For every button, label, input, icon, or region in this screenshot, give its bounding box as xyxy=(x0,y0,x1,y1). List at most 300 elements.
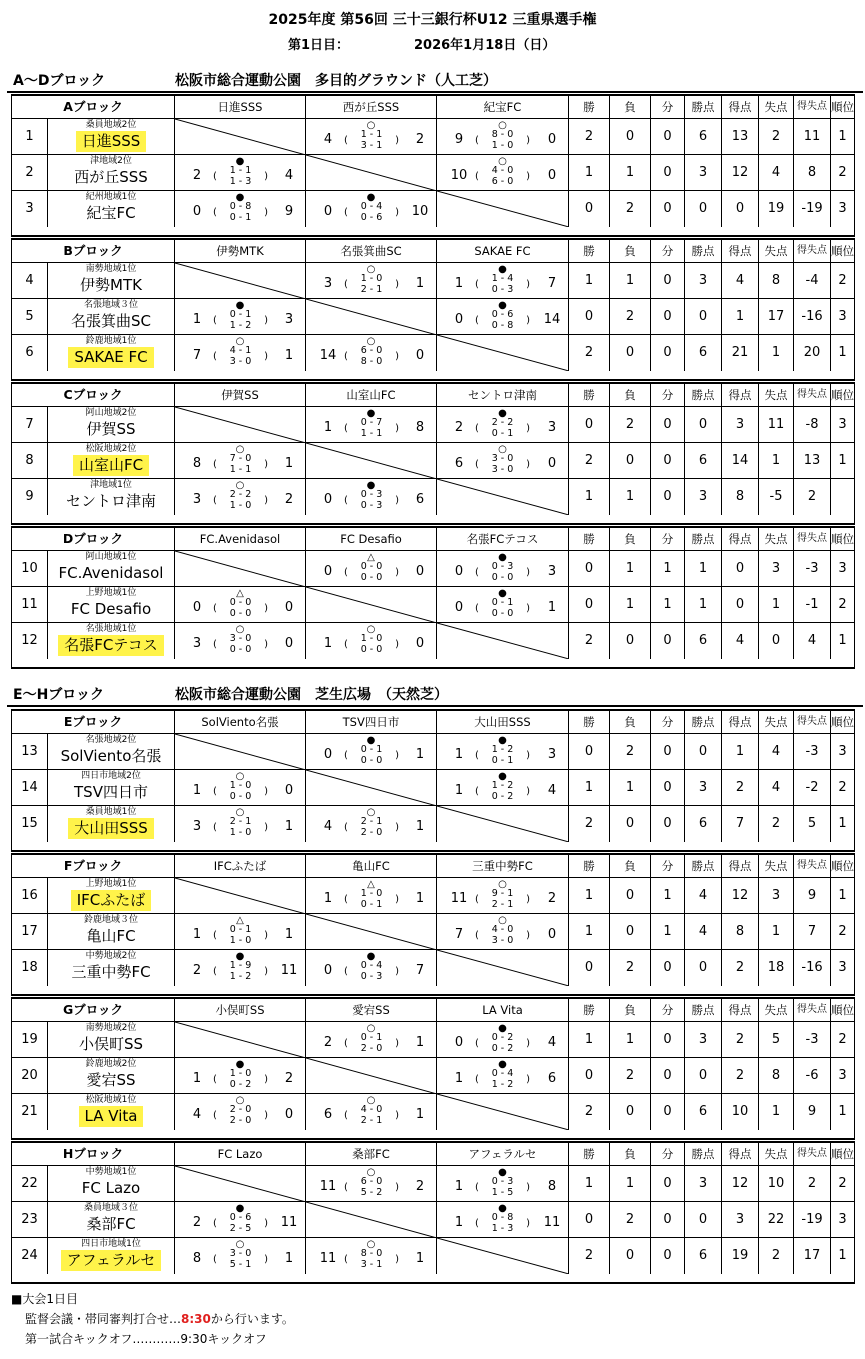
opponent-column-header: SolViento名張 xyxy=(174,711,305,733)
team-qualification: 鈴鹿地域2位 xyxy=(85,1059,137,1069)
stat-value: 2 xyxy=(758,806,793,842)
match-result-cell xyxy=(305,407,436,442)
stat-value: 2 xyxy=(758,119,793,154)
match-result-cell xyxy=(436,335,568,371)
team-name: FC Desafio xyxy=(70,600,152,618)
second-half-score: 0 - 3 xyxy=(360,971,383,982)
second-half-score: 2 - 0 xyxy=(360,827,383,838)
stat-value: 19 xyxy=(758,191,793,227)
goals-against: 7 xyxy=(415,963,425,978)
team-cell xyxy=(47,155,174,190)
first-half-score: 2 - 1 xyxy=(229,816,252,827)
first-half-score: 0 - 4 xyxy=(360,201,383,212)
half-scores: ( 8 - 0 3 - 1 ) xyxy=(344,1248,399,1270)
self-match-diagonal xyxy=(306,587,437,623)
block-table xyxy=(11,853,855,996)
goals-for: 1 xyxy=(454,1215,464,1230)
stat-value: 0 xyxy=(684,191,721,227)
self-match-diagonal xyxy=(306,770,437,806)
team-qualification: 名張地域３位 xyxy=(83,300,138,310)
second-half-score: 2 - 0 xyxy=(229,1115,252,1126)
result-mark: △ xyxy=(236,588,244,599)
match-result-cell xyxy=(305,878,436,913)
goals-against: 2 xyxy=(415,132,425,147)
block-table xyxy=(11,526,855,669)
match-result-cell xyxy=(305,155,436,190)
stat-value: 2 xyxy=(793,1166,830,1201)
self-match-diagonal xyxy=(175,263,306,299)
second-half-score: 2 - 0 xyxy=(360,1043,383,1054)
self-match-diagonal xyxy=(175,1022,306,1058)
team-cell xyxy=(47,299,174,334)
match-result-cell xyxy=(305,587,436,622)
stat-value: 1 xyxy=(650,914,684,949)
result-mark: ○ xyxy=(366,1239,376,1250)
goals-for: 8 xyxy=(192,1251,202,1266)
goals-against: 6 xyxy=(415,492,425,507)
match-result-cell xyxy=(305,623,436,659)
first-half-score: 0 - 4 xyxy=(360,960,383,971)
team-qualification: 鈴鹿地域1位 xyxy=(85,336,137,346)
first-half-score: 4 - 0 xyxy=(360,1104,383,1115)
match-result-cell xyxy=(174,299,305,334)
first-half-score: 7 - 0 xyxy=(229,453,252,464)
match-result-cell xyxy=(436,914,568,949)
result-mark: ● xyxy=(498,1167,507,1178)
goals-for: 3 xyxy=(192,492,202,507)
half-scores: ( 0 - 1 0 - 0 ) xyxy=(344,744,399,766)
match-result-cell xyxy=(436,191,568,227)
stat-value: 0 xyxy=(650,191,684,227)
stat-value: 3 xyxy=(758,551,793,586)
second-half-score: 5 - 2 xyxy=(360,1187,383,1198)
match-result-cell xyxy=(174,551,305,586)
team-name: 西が丘SSS xyxy=(74,168,148,186)
result-mark: ● xyxy=(235,1203,245,1214)
stat-value: 2 xyxy=(721,1058,758,1093)
goals-for: 0 xyxy=(454,564,464,579)
goals-against: 1 xyxy=(415,891,425,906)
team-number: 6 xyxy=(25,345,34,360)
goals-against: 4 xyxy=(284,168,294,183)
stat-value: -16 xyxy=(793,950,830,986)
result-mark: ○ xyxy=(366,120,376,131)
team-qualification: 四日市地域2位 xyxy=(81,771,141,781)
stat-value: 1 xyxy=(568,155,609,190)
goals-for: 0 xyxy=(323,204,333,219)
team-cell xyxy=(47,914,174,949)
goals-for: 1 xyxy=(323,420,333,435)
half-scores: ( 2 - 2 0 - 1 ) xyxy=(475,417,530,439)
first-half-score: 4 - 1 xyxy=(229,345,252,356)
second-half-score: 0 - 1 xyxy=(491,428,514,439)
result-mark: ○ xyxy=(235,771,245,782)
stat-header: 順位 xyxy=(830,240,854,262)
date-value: 2026年1月18日（日） xyxy=(414,38,556,53)
first-half-score: 8 - 0 xyxy=(360,1248,383,1259)
goals-against: 4 xyxy=(547,1035,557,1050)
half-scores: ( 0 - 6 0 - 8 ) xyxy=(475,309,530,331)
match-result-cell xyxy=(174,914,305,949)
team-row xyxy=(12,443,854,479)
result-mark: ○ xyxy=(235,624,245,635)
team-cell xyxy=(47,443,174,478)
team-number: 21 xyxy=(21,1104,38,1119)
stat-value: 0 xyxy=(650,479,684,515)
stat-value: 0 xyxy=(650,734,684,769)
team-name: FC.Avenidasol xyxy=(58,564,164,582)
team-qualification: 津地域1位 xyxy=(90,480,132,490)
stat-header: 分 xyxy=(650,711,684,733)
team-row xyxy=(12,155,854,191)
stat-value: 2 xyxy=(568,335,609,371)
stat-value: 2 xyxy=(721,770,758,805)
goals-for: 4 xyxy=(192,1107,202,1122)
match-result-cell xyxy=(436,734,568,769)
first-half-score: 2 - 0 xyxy=(229,1104,252,1115)
second-half-score: 0 - 0 xyxy=(491,572,514,583)
block-name: Gブロック xyxy=(62,1002,123,1017)
half-scores: ( 4 - 0 2 - 1 ) xyxy=(344,1104,399,1126)
goals-against: 3 xyxy=(547,420,557,435)
stat-header: 負 xyxy=(609,528,650,550)
goals-against: 6 xyxy=(547,1071,557,1086)
first-half-score: 6 - 0 xyxy=(360,1176,383,1187)
first-half-score: 0 - 0 xyxy=(229,597,252,608)
second-half-score: 1 - 5 xyxy=(491,1187,514,1198)
stat-value: 0 xyxy=(609,1238,650,1274)
match-result-cell xyxy=(305,119,436,154)
team-row xyxy=(12,1202,854,1238)
team-number: 23 xyxy=(21,1212,38,1227)
team-name: 亀山FC xyxy=(86,927,136,945)
goals-against: 11 xyxy=(280,1215,298,1230)
second-half-score: 2 - 1 xyxy=(491,899,514,910)
half-scores: ( 0 - 1 2 - 0 ) xyxy=(344,1032,399,1054)
opponent-column-header: 山室山FC xyxy=(305,384,436,406)
second-half-score: 0 - 0 xyxy=(491,608,514,619)
stat-value: 3 xyxy=(830,299,854,334)
team-cell xyxy=(47,1166,174,1201)
opponent-column-header: 西が丘SSS xyxy=(305,96,436,118)
stat-value: 2 xyxy=(830,587,854,622)
stat-header: 得点 xyxy=(721,855,758,877)
result-mark: ● xyxy=(498,1059,507,1070)
team-row xyxy=(12,914,854,950)
team-number: 3 xyxy=(25,201,34,216)
stat-value: 6 xyxy=(684,623,721,659)
match-result-cell xyxy=(436,479,568,515)
stat-header: 得点 xyxy=(721,528,758,550)
stat-value: 14 xyxy=(721,443,758,478)
match-result-cell xyxy=(436,263,568,298)
match-result-cell xyxy=(305,806,436,842)
goals-for: 4 xyxy=(323,132,333,147)
block-table xyxy=(11,382,855,525)
second-half-score: 1 - 0 xyxy=(491,140,514,151)
stat-value: 3 xyxy=(830,191,854,227)
match-result-cell xyxy=(305,914,436,949)
first-half-score: 0 - 8 xyxy=(491,1212,514,1223)
stat-value: 7 xyxy=(721,806,758,842)
result-mark: ○ xyxy=(498,444,507,455)
block-header-row xyxy=(12,999,854,1022)
team-cell xyxy=(47,1094,174,1130)
match-result-cell xyxy=(436,1022,568,1057)
team-name: LA Vita xyxy=(79,1106,144,1127)
half-scores: ( 0 - 4 0 - 3 ) xyxy=(344,960,399,982)
goals-against: 10 xyxy=(411,204,429,219)
result-mark: ● xyxy=(366,480,376,491)
stat-header: 勝点 xyxy=(684,528,721,550)
team-row xyxy=(12,551,854,587)
goals-for: 1 xyxy=(454,747,464,762)
stat-value: 2 xyxy=(568,119,609,154)
goals-against: 1 xyxy=(284,927,294,942)
section-venue: 松阪市総合運動公園 多目的グラウンド（人工芝） xyxy=(175,73,497,89)
half-scores: ( 0 - 4 1 - 2 ) xyxy=(475,1068,530,1090)
stat-header: 分 xyxy=(650,855,684,877)
team-row xyxy=(12,950,854,986)
stat-header: 勝点 xyxy=(684,855,721,877)
second-half-score: 8 - 0 xyxy=(360,356,383,367)
half-scores: ( 1 - 9 1 - 2 ) xyxy=(213,960,268,982)
section-name: E～Hブロック xyxy=(13,687,104,703)
opponent-column-header: 愛宕SS xyxy=(305,999,436,1021)
result-mark: ○ xyxy=(235,1095,245,1106)
stat-value: 1 xyxy=(758,914,793,949)
goals-against: 1 xyxy=(547,600,557,615)
stat-header: 順位 xyxy=(830,1143,854,1165)
first-half-score: 1 - 1 xyxy=(229,165,252,176)
stat-value: 18 xyxy=(758,950,793,986)
match-result-cell xyxy=(174,950,305,986)
team-row xyxy=(12,806,854,842)
stat-value: -3 xyxy=(793,1022,830,1057)
team-number: 14 xyxy=(21,780,38,795)
result-mark: ○ xyxy=(366,1167,376,1178)
result-mark: ○ xyxy=(498,879,507,890)
self-match-diagonal xyxy=(306,1058,437,1094)
stat-value: 0 xyxy=(650,1238,684,1274)
team-number: 1 xyxy=(25,129,34,144)
goals-against: 9 xyxy=(284,204,294,219)
team-qualification: 津地域2位 xyxy=(90,156,132,166)
stat-header: 負 xyxy=(609,384,650,406)
goals-for: 0 xyxy=(323,747,333,762)
second-half-score: 3 - 0 xyxy=(229,356,252,367)
team-row xyxy=(12,623,854,659)
match-result-cell xyxy=(436,119,568,154)
stat-value: 0 xyxy=(650,950,684,986)
team-row xyxy=(12,1022,854,1058)
team-number: 18 xyxy=(21,960,38,975)
goals-against: 0 xyxy=(547,168,557,183)
second-half-score: 2 - 1 xyxy=(360,284,383,295)
goals-for: 7 xyxy=(192,348,202,363)
match-result-cell xyxy=(174,191,305,227)
goals-against: 1 xyxy=(415,819,425,834)
match-result-cell xyxy=(436,1058,568,1093)
match-result-cell xyxy=(305,263,436,298)
block-name: Hブロック xyxy=(62,1146,124,1161)
goals-against: 0 xyxy=(415,564,425,579)
stat-value: 4 xyxy=(684,878,721,913)
first-half-score: 0 - 1 xyxy=(229,924,252,935)
goals-against: 0 xyxy=(415,348,425,363)
team-row xyxy=(12,587,854,623)
team-qualification: 南勢地域1位 xyxy=(85,264,137,274)
goals-for: 0 xyxy=(192,600,202,615)
goals-for: 0 xyxy=(454,600,464,615)
stat-value: 3 xyxy=(830,1202,854,1237)
second-half-score: 0 - 1 xyxy=(491,755,514,766)
block-table xyxy=(11,997,855,1140)
first-half-score: 3 - 0 xyxy=(229,1248,252,1259)
half-scores: ( 3 - 0 5 - 1 ) xyxy=(213,1248,268,1270)
meeting-text-post: から行います。 xyxy=(210,1312,294,1326)
second-half-score: 1 - 2 xyxy=(229,320,252,331)
stat-value: 17 xyxy=(793,1238,830,1274)
goals-against: 0 xyxy=(284,1107,294,1122)
block-name: Dブロック xyxy=(62,531,124,546)
match-result-cell xyxy=(305,950,436,986)
stat-value: 0 xyxy=(568,950,609,986)
team-cell xyxy=(47,950,174,986)
stat-value: 19 xyxy=(721,1238,758,1274)
block-header-row xyxy=(12,855,854,878)
stat-value: 1 xyxy=(830,806,854,842)
self-match-diagonal xyxy=(437,623,569,659)
goals-against: 7 xyxy=(547,276,557,291)
block-header-row xyxy=(12,96,854,119)
goals-for: 11 xyxy=(319,1179,337,1194)
footer-line-meeting xyxy=(25,1310,294,1327)
stat-header: 失点 xyxy=(758,855,793,877)
half-scores: ( 0 - 0 0 - 0 ) xyxy=(344,561,399,583)
stat-value: 0 xyxy=(684,950,721,986)
team-cell xyxy=(47,551,174,586)
first-half-score: 1 - 2 xyxy=(491,744,514,755)
stat-value: 3 xyxy=(684,1166,721,1201)
opponent-column-header: アフェラルセ xyxy=(436,1143,568,1165)
second-half-score: 1 - 1 xyxy=(360,428,383,439)
stat-value: 13 xyxy=(793,443,830,478)
first-half-score: 1 - 0 xyxy=(360,633,383,644)
stat-value: 3 xyxy=(684,479,721,515)
stat-value: 0 xyxy=(568,587,609,622)
stat-value: 2 xyxy=(830,770,854,805)
stat-header: 分 xyxy=(650,96,684,118)
half-scores: ( 2 - 1 1 - 0 ) xyxy=(213,816,268,838)
team-row xyxy=(12,263,854,299)
first-half-score: 0 - 3 xyxy=(491,1176,514,1187)
result-mark: △ xyxy=(236,915,244,926)
opponent-column-header: IFCふたば xyxy=(174,855,305,877)
goals-against: 0 xyxy=(547,927,557,942)
first-half-score: 1 - 0 xyxy=(360,273,383,284)
stat-value: 2 xyxy=(609,299,650,334)
stat-value: 5 xyxy=(793,806,830,842)
half-scores: ( 2 - 2 1 - 0 ) xyxy=(213,489,268,511)
match-result-cell xyxy=(174,734,305,769)
team-row xyxy=(12,1058,854,1094)
match-result-cell xyxy=(436,1202,568,1237)
stat-value: 2 xyxy=(830,155,854,190)
result-mark: ○ xyxy=(366,336,376,347)
second-half-score: 1 - 1 xyxy=(229,464,252,475)
stat-value: 9 xyxy=(793,878,830,913)
team-name: SolViento名張 xyxy=(60,747,162,765)
stat-header: 負 xyxy=(609,1143,650,1165)
match-result-cell xyxy=(174,155,305,190)
team-qualification: 上野地域1位 xyxy=(85,879,137,889)
second-half-score: 0 - 2 xyxy=(229,1079,252,1090)
stat-header: 失点 xyxy=(758,240,793,262)
stat-value: 2 xyxy=(830,1166,854,1201)
team-cell xyxy=(47,623,174,659)
second-half-score: 1 - 0 xyxy=(229,827,252,838)
opponent-column-header: FC Lazo xyxy=(174,1143,305,1165)
stat-value: 11 xyxy=(758,407,793,442)
goals-against: 0 xyxy=(547,132,557,147)
stat-value: 1 xyxy=(758,1094,793,1130)
team-number: 20 xyxy=(21,1068,38,1083)
opponent-column-header: 伊勢MTK xyxy=(174,240,305,262)
stat-value: 2 xyxy=(609,1058,650,1093)
first-half-score: 3 - 0 xyxy=(491,453,514,464)
team-name: SAKAE FC xyxy=(68,347,153,368)
match-result-cell xyxy=(436,407,568,442)
stat-value: 0 xyxy=(650,1058,684,1093)
stat-value: -16 xyxy=(793,299,830,334)
stat-value: -1 xyxy=(793,587,830,622)
result-mark: △ xyxy=(367,552,375,563)
team-row xyxy=(12,770,854,806)
half-scores: ( 0 - 6 2 - 5 ) xyxy=(213,1212,268,1234)
goals-against: 1 xyxy=(284,819,294,834)
goals-for: 6 xyxy=(323,1107,333,1122)
block-name: Aブロック xyxy=(63,99,123,114)
stat-header: 得失点 xyxy=(793,240,830,262)
second-half-score: 0 - 0 xyxy=(360,572,383,583)
team-number: 17 xyxy=(21,924,38,939)
stat-value: 3 xyxy=(758,878,793,913)
team-qualification: 四日市地域1位 xyxy=(81,1239,141,1249)
self-match-diagonal xyxy=(175,1166,306,1202)
stat-value: 1 xyxy=(609,155,650,190)
section-venue: 松阪市総合運動公園 芝生広場 （天然芝） xyxy=(175,687,448,703)
goals-against: 4 xyxy=(547,783,557,798)
second-half-score: 3 - 0 xyxy=(491,464,514,475)
result-mark: ○ xyxy=(498,156,507,167)
half-scores: ( 0 - 4 0 - 6 ) xyxy=(344,201,399,223)
stat-value: 1 xyxy=(830,443,854,478)
stat-header: 勝 xyxy=(568,240,609,262)
stat-value: -19 xyxy=(793,191,830,227)
goals-for: 9 xyxy=(454,132,464,147)
block-table xyxy=(11,94,855,237)
team-number: 24 xyxy=(21,1248,38,1263)
team-row xyxy=(12,1094,854,1130)
match-result-cell xyxy=(305,1022,436,1057)
block-header-row xyxy=(12,1143,854,1166)
stat-header: 失点 xyxy=(758,96,793,118)
stat-value: 1 xyxy=(830,119,854,154)
team-number: 5 xyxy=(25,309,34,324)
goals-for: 4 xyxy=(323,819,333,834)
first-half-score: 0 - 7 xyxy=(360,417,383,428)
